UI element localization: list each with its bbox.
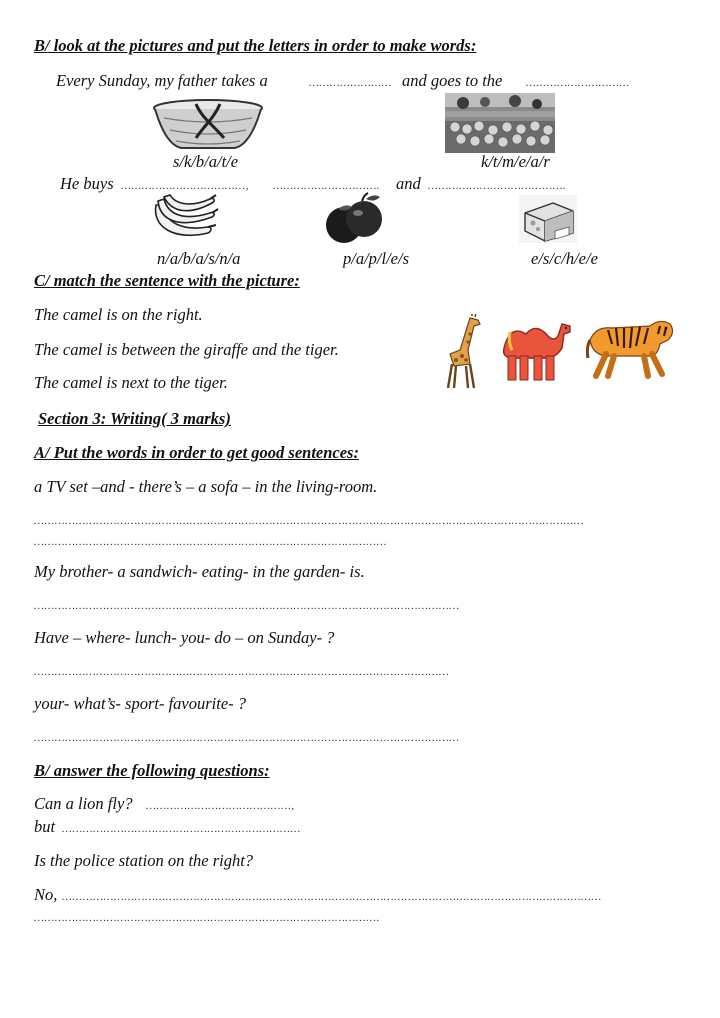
tiger-icon: [586, 314, 676, 380]
scrambled-word-bananas: n/a/b/a/s/n/a: [157, 249, 241, 268]
sentence-1-part2: and goes to the: [402, 71, 503, 90]
question-1-prompt: Can a lion fly?: [34, 794, 133, 813]
scrambled-word-cheese: e/s/c/h/e/e: [531, 249, 598, 268]
bananas-icon: [150, 193, 220, 245]
section-c-heading: C/ match the sentence with the picture:: [34, 271, 300, 290]
question-1-but: but: [34, 817, 56, 836]
cheese-icon: [519, 195, 577, 243]
scrambled-word-basket: s/k/b/a/t/e: [173, 152, 239, 171]
sentence-2-blank-3[interactable]: ………………………………….: [428, 180, 567, 192]
apples-icon: [322, 191, 386, 247]
sentence-2-part1: He buys: [60, 174, 114, 193]
sentence-2-and: and: [396, 174, 421, 193]
section-3-heading: Section 3: Writing( 3 marks): [38, 409, 231, 428]
question-2-answer-line-2[interactable]: ……………………………………………………………………………………….: [34, 912, 380, 924]
match-sentence-1: The camel is on the right.: [34, 305, 203, 324]
sentence-2-blank-1[interactable]: ………………………………,: [121, 180, 249, 192]
question-1-blank-2[interactable]: ……………………………………………………………: [62, 823, 301, 835]
reorder-answer-2-line-1[interactable]: ……………………………………………………………………………………………………………: [34, 600, 460, 612]
section-b-heading: B/ look at the pictures and put the letters in order to make words:: [34, 36, 477, 55]
reorder-answer-1-line-2[interactable]: …………………………………………………………………………………………: [34, 536, 387, 548]
reorder-answer-3-line-1[interactable]: …………………………………………………………………………………………………………: [34, 666, 450, 678]
reorder-prompt-4: your- what’s- sport- favourite- ?: [34, 694, 247, 713]
market-photo: [445, 93, 555, 153]
match-sentence-3: The camel is next to the tiger.: [34, 373, 228, 392]
part-a-heading: A/ Put the words in order to get good sentences:: [34, 443, 359, 462]
sentence-1-blank-2[interactable]: …………………………: [526, 77, 630, 89]
reorder-prompt-3: Have – where- lunch- you- do – on Sunday- ?: [34, 628, 335, 647]
sentence-2-blank-2[interactable]: ………………………….: [273, 180, 381, 192]
question-2-answer-start: No,: [34, 885, 58, 904]
question-1-blank-1[interactable]: ……………………………………,: [146, 800, 295, 812]
part-b-heading: B/ answer the following questions:: [34, 761, 270, 780]
match-sentence-2: The camel is between the giraffe and the tiger.: [34, 340, 339, 359]
reorder-answer-1-line-1[interactable]: ……………………………………………………………………………………………………………………………………………: [34, 515, 585, 527]
basket-icon: [152, 98, 264, 152]
question-2-answer-line-1[interactable]: …………………………………………………………………………………………………………………………………………: [62, 891, 602, 903]
scrambled-word-market: k/t/m/e/a/r: [481, 152, 550, 171]
reorder-answer-4-line-1[interactable]: ……………………………………………………………………………………………………………: [34, 732, 460, 744]
sentence-1-blank-1[interactable]: ……………………: [309, 77, 393, 89]
giraffe-icon: [440, 314, 486, 390]
sentence-1-part1: Every Sunday, my father takes a: [56, 71, 268, 90]
scrambled-word-apples: p/a/p/l/e/s: [343, 249, 409, 268]
question-2-prompt: Is the police station on the right?: [34, 851, 254, 870]
reorder-prompt-2: My brother- a sandwich- eating- in the garden- is.: [34, 562, 365, 581]
reorder-prompt-1: a TV set –and - there’s – a sofa – in the living-room.: [34, 477, 378, 496]
camel-icon: [496, 318, 576, 384]
